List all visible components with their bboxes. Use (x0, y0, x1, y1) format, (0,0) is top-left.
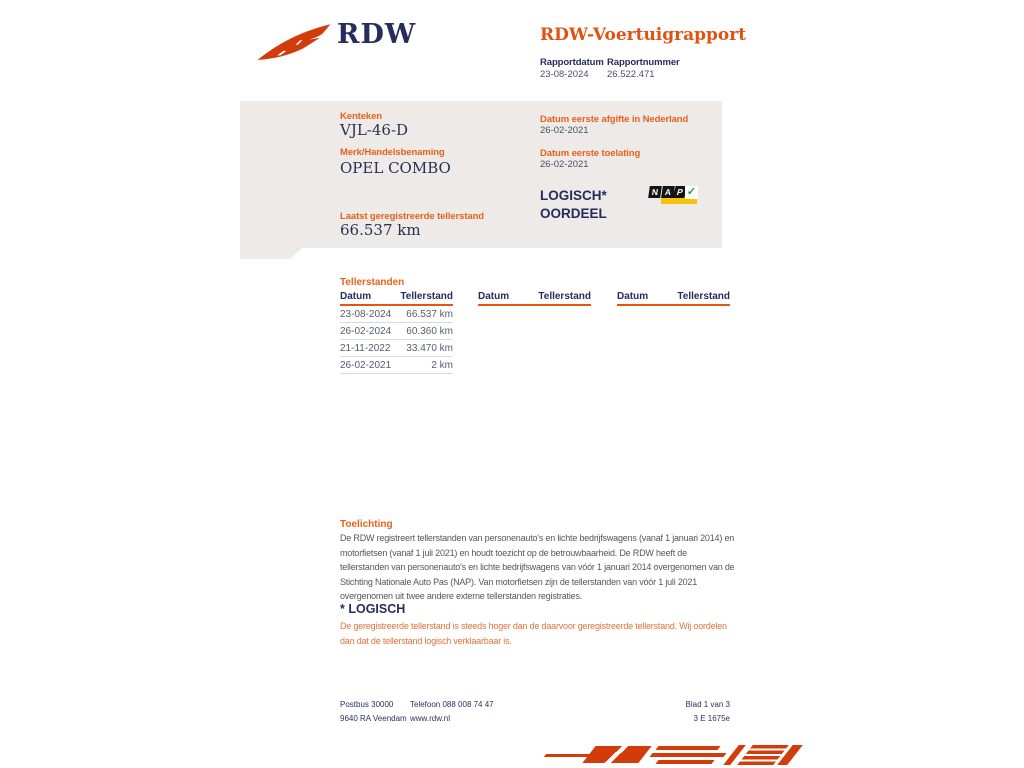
nap-checkmark-icon: ✓ (686, 186, 697, 198)
toelichting-title: Toelichting (340, 519, 393, 530)
report-number-label: Rapportnummer (607, 57, 680, 68)
nap-logo (649, 186, 701, 209)
page-title: RDW-Voertuigrapport (540, 25, 747, 45)
row-date: 21-11-2022 (340, 342, 391, 354)
footer-website-link[interactable]: www.rdw.nl (410, 714, 451, 723)
col-header-tellerstand: Tellerstand (400, 291, 453, 302)
footer-website-wrap (410, 714, 450, 723)
rdw-logo-icon (256, 22, 332, 66)
row-value: 60.360 km (406, 325, 453, 337)
toelating-value: 26-02-2021 (540, 159, 589, 170)
table-row (340, 340, 453, 357)
rdw-logo-text: RDW (337, 19, 417, 50)
row-value: 2 km (431, 359, 453, 371)
table-group-1 (340, 291, 453, 374)
nap-letter-n: N (648, 186, 662, 198)
laatste-tellerstand-value: 66.537 km (340, 221, 421, 239)
col-header-datum: Datum (340, 291, 372, 302)
oordeel-line2: OORDEEL (540, 206, 607, 221)
table-group-3 (617, 291, 730, 306)
afgifte-value: 26-02-2021 (540, 125, 589, 136)
toelating-label: Datum eerste toelating (540, 148, 641, 159)
table-row (340, 306, 453, 323)
table-header (617, 291, 730, 306)
col-header-tellerstand: Tellerstand (538, 291, 591, 302)
kenteken-label: Kenteken (340, 111, 382, 122)
table-row (340, 323, 453, 340)
footer-address-line2: 9640 RA Veendam (340, 714, 407, 723)
row-date: 26-02-2021 (340, 359, 392, 371)
laatste-tellerstand-label: Laatst geregistreerde tellerstand (340, 211, 485, 222)
table-group-2 (478, 291, 591, 306)
merk-value: OPEL COMBO (340, 159, 451, 177)
report-date-value: 23-08-2024 (540, 69, 589, 80)
table-header (340, 291, 453, 306)
row-value: 33.470 km (406, 342, 453, 354)
oordeel-line1: LOGISCH* (540, 188, 607, 203)
toelichting-body: De RDW registreert tellerstanden van personenauto's en lichte bedrijfswagens (vanaf 1 januari 2014) en motorfietsen (vanaf 1 juli 2021) en houdt toezicht op de betrouwbaarheid. De RDW heeft de tellerstanden van personenauto's en lichte bedrijfswagens van vóór 1 januari 2014 overgenomen van de Stichting Nationale Auto Pas (NAP). Van motorfietsen zijn de tellerstanden van vóór 1 juli 2021 overgenomen uit twee andere externe tellerstanden registraties. (340, 533, 735, 601)
nap-letter-a: A (661, 186, 675, 198)
logisch-body: De geregistreerde tellerstand is steeds hoger dan de daarvoor geregistreerde tellerstand. Wij oordelen dan dat de tellerstand logisch verklaarbaar is. (340, 621, 727, 646)
footer-form-code: 3 E 1675e (693, 714, 730, 723)
footer-phone: Telefoon 088 008 74 47 (410, 700, 494, 709)
footer-page-indicator: Blad 1 van 3 (685, 700, 730, 709)
rdw-stripes-decoration (545, 743, 795, 768)
row-date: 26-02-2024 (340, 325, 392, 337)
col-header-datum: Datum (478, 291, 510, 302)
col-header-datum: Datum (617, 291, 649, 302)
table-row (340, 357, 453, 374)
merk-label: Merk/Handelsbenaming (340, 147, 445, 158)
row-value: 66.537 km (406, 308, 453, 320)
logisch-heading: * LOGISCH (340, 602, 406, 616)
nap-letter-p: P (672, 186, 687, 198)
footer-address-line1: Postbus 30000 (340, 700, 394, 709)
col-header-tellerstand: Tellerstand (677, 291, 730, 302)
row-date: 23-08-2024 (340, 308, 392, 320)
afgifte-label: Datum eerste afgifte in Nederland (540, 114, 689, 125)
table-title: Tellerstanden (340, 277, 405, 288)
report-date-label: Rapportdatum (540, 57, 604, 68)
report-number-value: 26.522.471 (607, 69, 655, 80)
kenteken-value: VJL-46-D (340, 121, 409, 139)
table-header (478, 291, 591, 306)
